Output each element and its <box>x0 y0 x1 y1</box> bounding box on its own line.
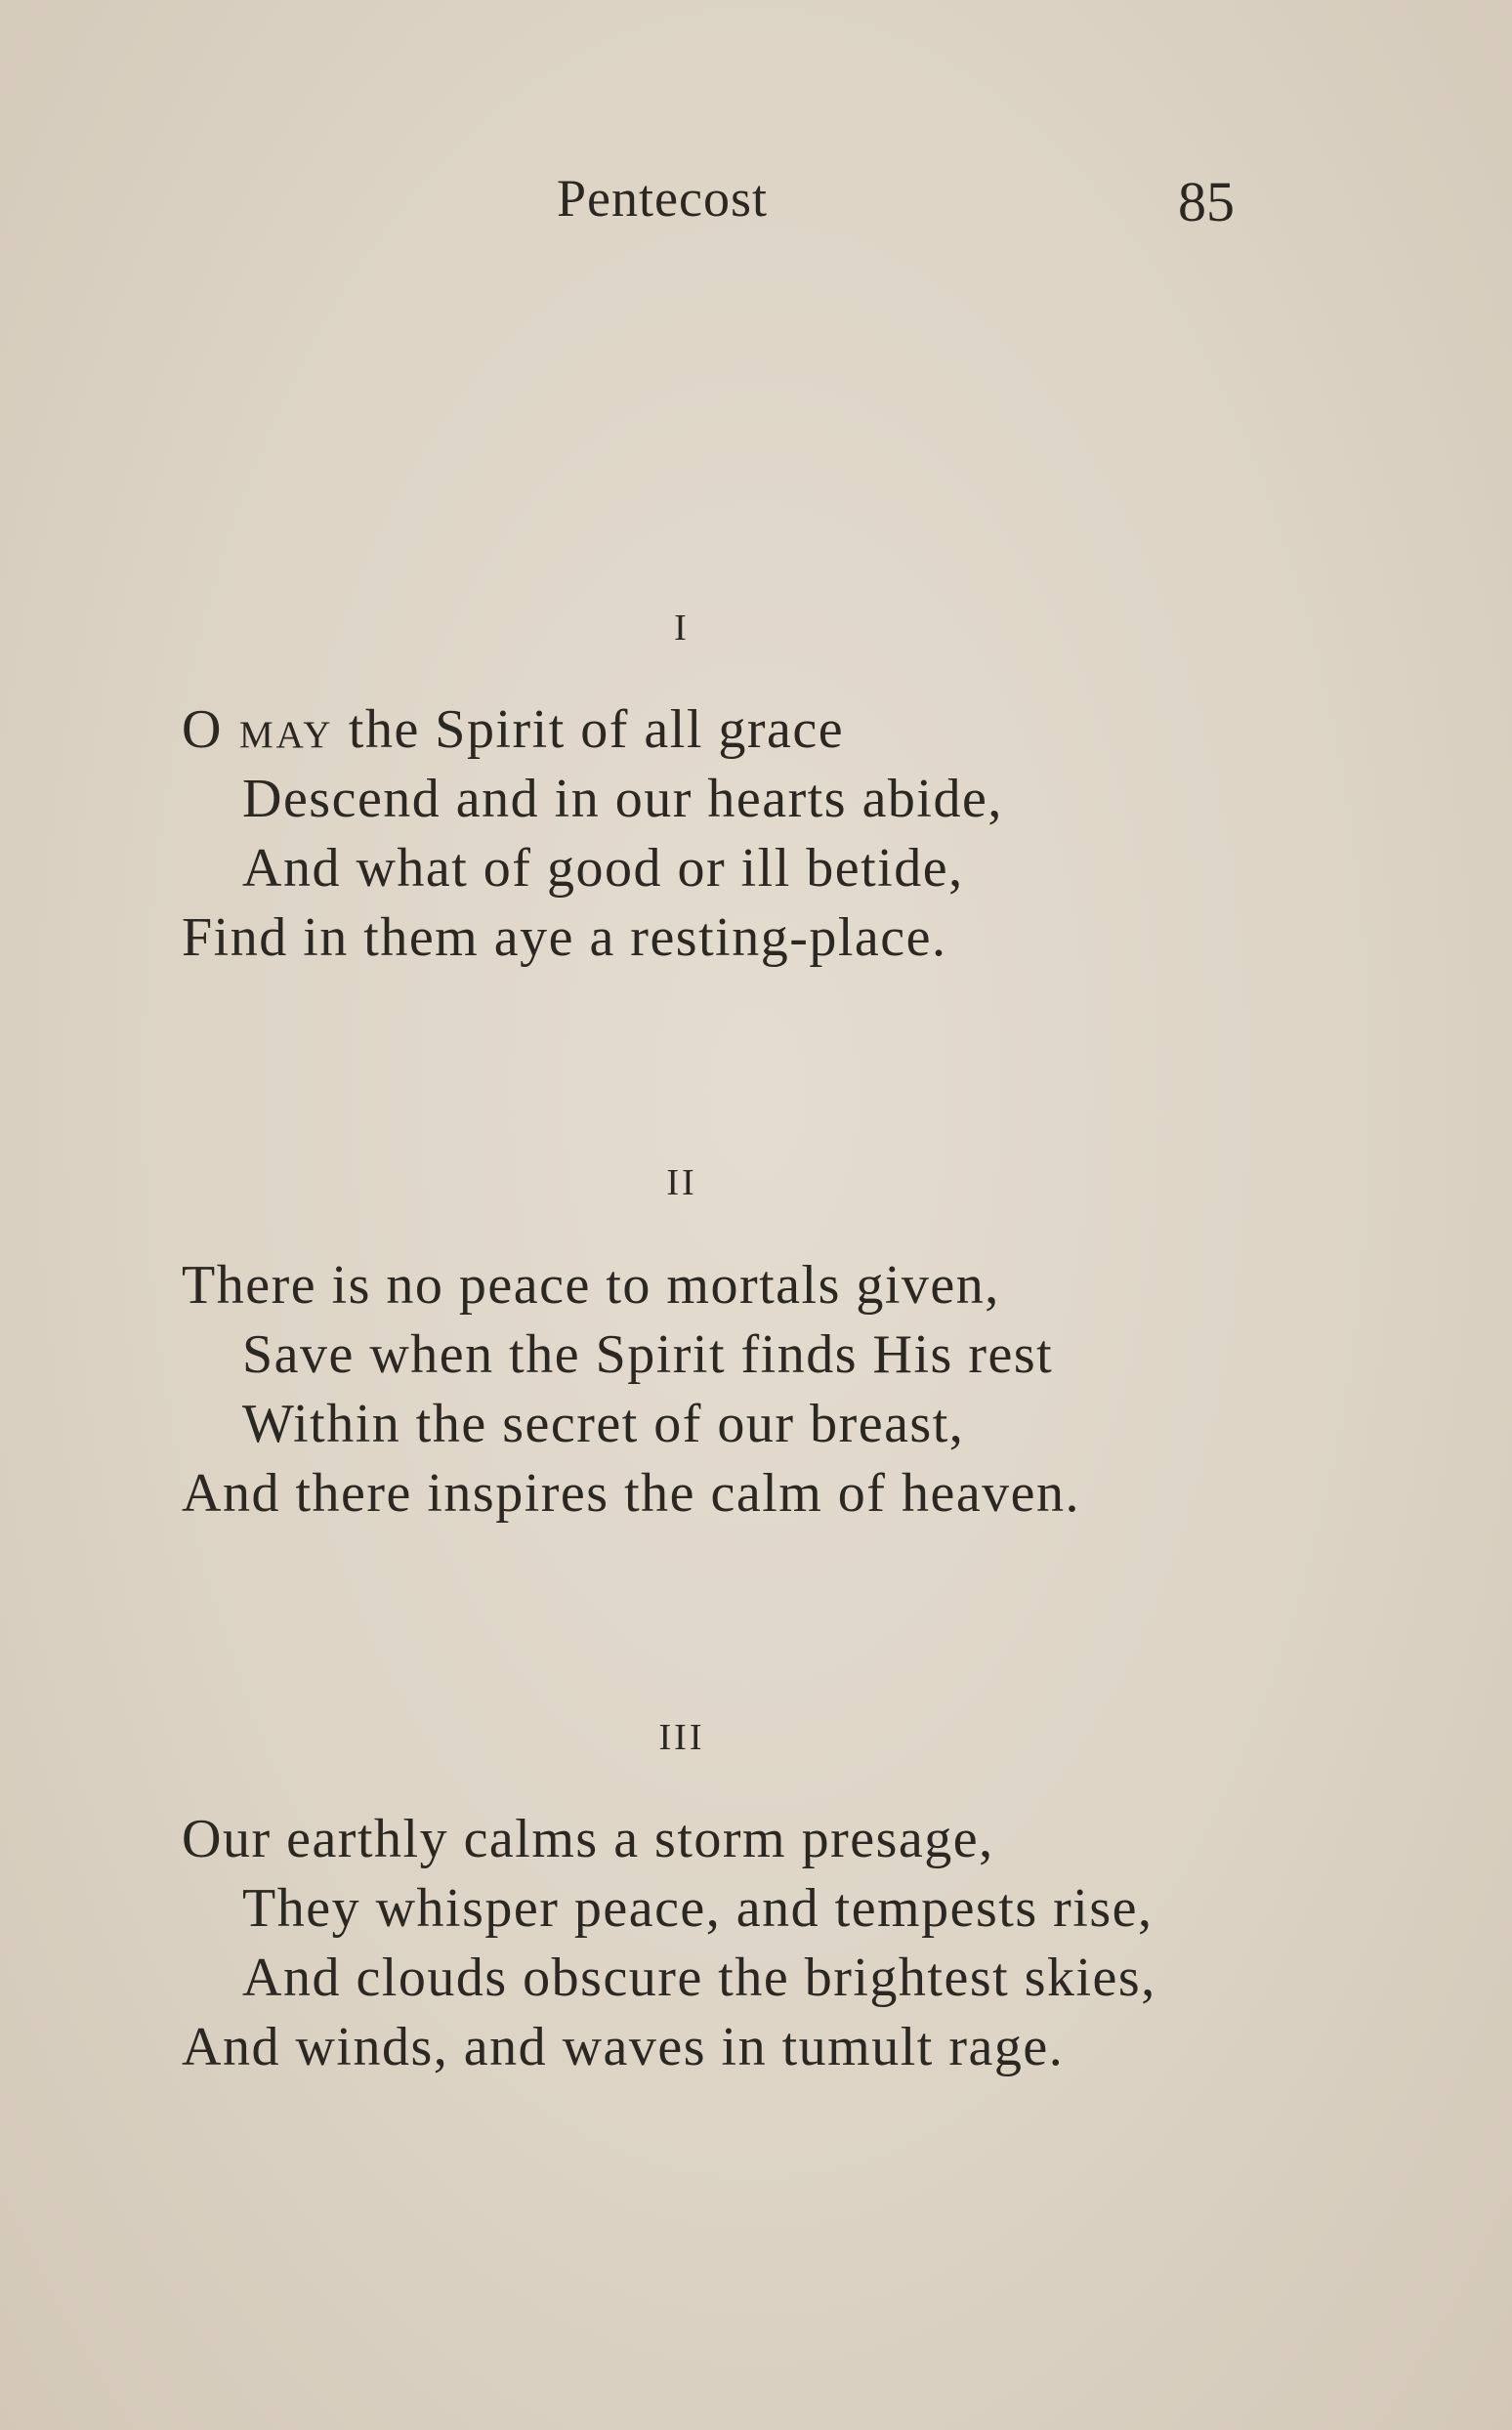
poem-line: They whisper peace, and tempests rise, <box>242 1878 1154 1939</box>
poem-line <box>182 695 1354 765</box>
poem-line: Our earthly calms a storm presage, <box>182 1809 994 1869</box>
stanza-numeral-1: I <box>674 608 690 649</box>
stanza-1 <box>182 695 1354 973</box>
line-rest: the Spirit of all grace <box>333 699 845 760</box>
poem-line: Save when the Spirit finds His rest <box>242 1324 1054 1385</box>
stanza-3 <box>182 1805 1354 2082</box>
drop-initial: O <box>182 699 223 760</box>
poem-line: Descend and in our hearts abide, <box>242 769 1003 829</box>
page-number: 85 <box>1178 170 1235 233</box>
small-caps-word: may <box>222 699 334 760</box>
poem-line: And clouds obscure the brightest skies, <box>242 1948 1156 2008</box>
running-title: Pentecost <box>557 169 768 228</box>
poem-line: And winds, and waves in tumult rage. <box>182 2017 1065 2077</box>
stanza-numeral-2: II <box>666 1162 697 1203</box>
poem-line: Find in them aye a resting-place. <box>182 907 947 968</box>
poem-line: Within the secret of our breast, <box>242 1394 965 1454</box>
stanza-2 <box>182 1251 1354 1529</box>
running-head <box>0 164 1512 232</box>
stanza-numeral-3: III <box>658 1717 705 1758</box>
poem-line: And what of good or ill betide, <box>242 838 964 899</box>
poem-line: There is no peace to mortals given, <box>182 1255 1000 1316</box>
poem-line: And there inspires the calm of heaven. <box>182 1463 1081 1524</box>
